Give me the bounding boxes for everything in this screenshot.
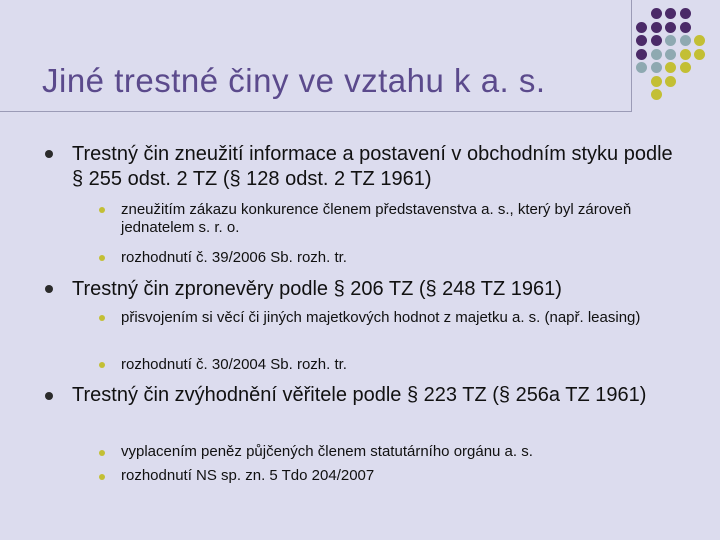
list-item: Trestný čin zvýhodnění věřitele podle § 223 TZ (§ 256a TZ 1961) xyxy=(72,384,647,406)
sub-list-item: rozhodnutí NS sp. zn. 5 Tdo 204/2007 xyxy=(121,467,375,484)
sub-bullet-marker xyxy=(99,474,105,480)
sub-bullet-marker xyxy=(99,255,105,261)
sub-list-item: rozhodnutí č. 30/2004 Sb. rozh. tr. xyxy=(121,356,347,373)
sub-list-item: zneužitím zákazu konkurence členem představenstva a. s., který byl zároveň jednatelem s. r. o. xyxy=(121,201,632,236)
sub-bullet-marker xyxy=(99,362,105,368)
bullet-marker xyxy=(45,285,53,293)
list-item: Trestný čin zneužití informace a postavení v obchodním styku podle § 255 odst. 2 TZ (§ 128 odst. 2 TZ 1961) xyxy=(72,143,673,190)
bullet-marker xyxy=(45,392,53,400)
bullet-marker xyxy=(45,150,53,158)
sub-bullet-marker xyxy=(99,207,105,213)
sub-bullet-marker xyxy=(99,315,105,321)
list-item: Trestný čin zpronevěry podle § 206 TZ (§ 248 TZ 1961) xyxy=(72,278,562,300)
sub-bullet-marker xyxy=(99,450,105,456)
sub-list-item: rozhodnutí č. 39/2006 Sb. rozh. tr. xyxy=(121,249,347,266)
sub-list-item: přisvojením si věcí či jiných majetkových hodnot z majetku a. s. (např. leasing) xyxy=(121,309,641,326)
sub-list-item: vyplacením peněz půjčených členem statutárního orgánu a. s. xyxy=(121,443,533,460)
slide-title: Jiné trestné činy ve vztahu k a. s. xyxy=(42,62,546,99)
